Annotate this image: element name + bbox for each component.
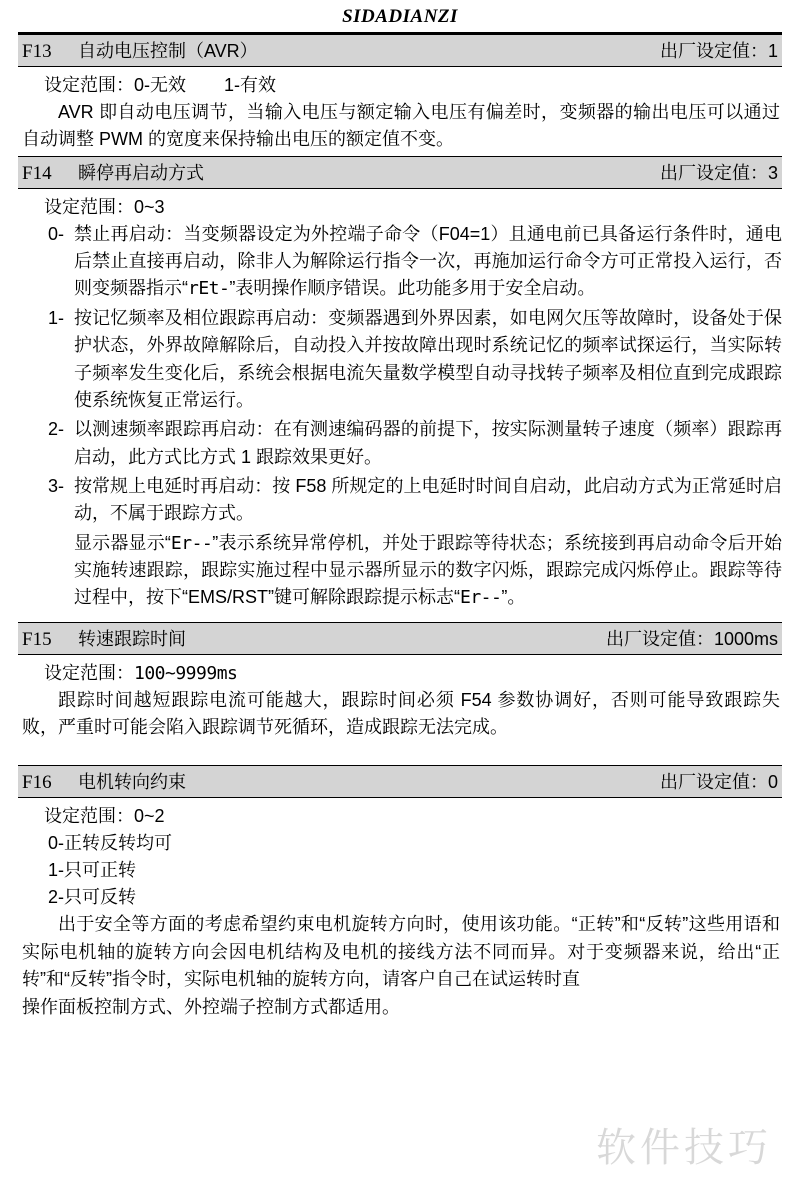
param-default-value: 出厂设定值：3 [659,162,778,183]
param-description-f16-continued: 操作面板控制方式、外控端子控制方式都适用。 [22,996,400,1017]
param-description-f13: AVR 即自动电压调节，当输入电压与额定输入电压有偏差时，变频器的输出电压可以通过自动调整 PWM 的宽度来保持输出电压的额定值不变。 [22,102,780,150]
param-option-2: 2-只可反转 [48,887,137,908]
list-marker: 0- [48,223,65,244]
list-item [18,473,782,528]
list-body: 按记忆频率及相位跟踪再启动：变频器遇到外界因素，如电网欠压等故障时，设备处于保护状态，外界故障解除后，自动投入并按故障出现时系统记忆的频率试探运行，当实际转子频率发生变化后，系统会根据电流矢量数学模型自动寻找转子频率及相位直到完成跟踪使系统恢复正常运行。 [74,307,782,410]
param-range-f15 [18,659,782,685]
range-value: 100~9999ms [134,662,238,684]
param-code: F14 [22,162,52,184]
list-marker: 1- [48,307,65,328]
parameter-block-f13 [18,34,782,154]
param-note-f14 [18,530,782,612]
note-text-a: 显示器显示“ [74,532,171,553]
range-value-0: 0-无效 [134,75,187,95]
list-marker: 2- [48,419,65,440]
range-label: 设定范围： [44,75,134,95]
parameter-block-f15 [18,622,782,742]
param-default-value: 出厂设定值：0 [659,772,778,793]
list-item [18,416,782,471]
param-header-f15 [18,622,782,655]
param-name: 转速跟踪时间 [78,628,186,649]
param-description-f15: 跟踪时间越短跟踪电流可能越大，跟踪时间必须 F54 参数协调好，否则可能导致跟踪失败，严重时可能会陷入跟踪调节死循环，造成跟踪无法完成。 [22,689,780,738]
list-text-b: ”表明操作顺序错误。此功能多用于安全启动。 [229,278,596,299]
list-body: 以测速频率跟踪再启动：在有测速编码器的前提下，按实际测量转子速度（频率）跟踪再启动，此方式比方式 1 跟踪效果更好。 [74,419,782,467]
list-body [74,221,782,303]
param-code: F13 [22,41,52,62]
note-text-c: ”。 [501,587,526,608]
range-value: 0~2 [134,806,165,827]
list-item [18,305,782,414]
range-label: 设定范围： [44,196,134,217]
note-text-b: ”表示系统异常停机，并处于跟踪等待状态；系统接到再启动命令后开始实施转速跟踪，跟踪实施过程中显示器所显示的数字闪烁，跟踪完成闪烁停止。跟踪等待过程中，按下“EMS/RST”键可解除跟踪提示标志“ [74,532,782,608]
param-range-f14 [18,193,782,219]
param-option-list-f14 [18,221,782,528]
display-code-text: Er-- [460,587,502,609]
range-value-1: 1-有效 [224,75,277,95]
list-body: 按常规上电延时再启动：按 F58 所规定的上电延时时间自启动，此启动方式为正常延时启动，不属于跟踪方式。 [74,475,782,524]
param-description-f16: 出于安全等方面的考虑希望约束电机旋转方向时，使用该功能。“正转”和“反转”这些用语和实际电机轴的旋转方向会因电机结构及电机的接线方法不同而异。对于变频器来说，给出“正转”和“反转”指令时，实际电机轴的旋转方向，请客户自己在试运转时直 [22,914,780,990]
param-header-f16 [18,765,782,798]
list-text-a: 禁止再启动：当变频器设定为外控端子命令（F04=1）且通电前已具备运行条件时，通电后禁止直接再启动，除非人为解除运行指令一次，再施加运行命令方可正常投入运行，否则变频器指示“ [74,223,782,299]
param-name: 电机转向约束 [78,772,186,793]
parameter-block-f14 [18,156,782,612]
param-range-f16 [18,802,782,828]
range-label: 设定范围： [44,806,134,827]
param-option-0: 0-正转反转均可 [48,833,173,854]
param-code: F16 [22,772,52,794]
display-code-text: rEt- [188,278,230,300]
param-default-value: 出厂设定值：1000ms [605,628,778,649]
param-header-f14 [18,156,782,189]
parameter-block-f16 [18,765,782,1020]
range-label: 设定范围： [44,662,134,683]
list-item [18,221,782,303]
param-header-f13 [18,34,782,67]
param-name: 瞬停再启动方式 [78,162,204,183]
list-marker: 3- [48,475,65,496]
watermark: 软件技巧 [596,1126,772,1170]
param-name: 自动电压控制（AVR） [78,41,258,61]
display-code-text: Er-- [170,532,213,554]
param-default-value: 出厂设定值：1 [659,41,778,61]
param-code: F15 [22,628,52,650]
param-range-f13 [18,71,782,97]
page-header: SIDADIANZI [342,6,458,27]
range-value: 0~3 [134,196,165,217]
param-option-1: 1-只可正转 [48,860,137,881]
